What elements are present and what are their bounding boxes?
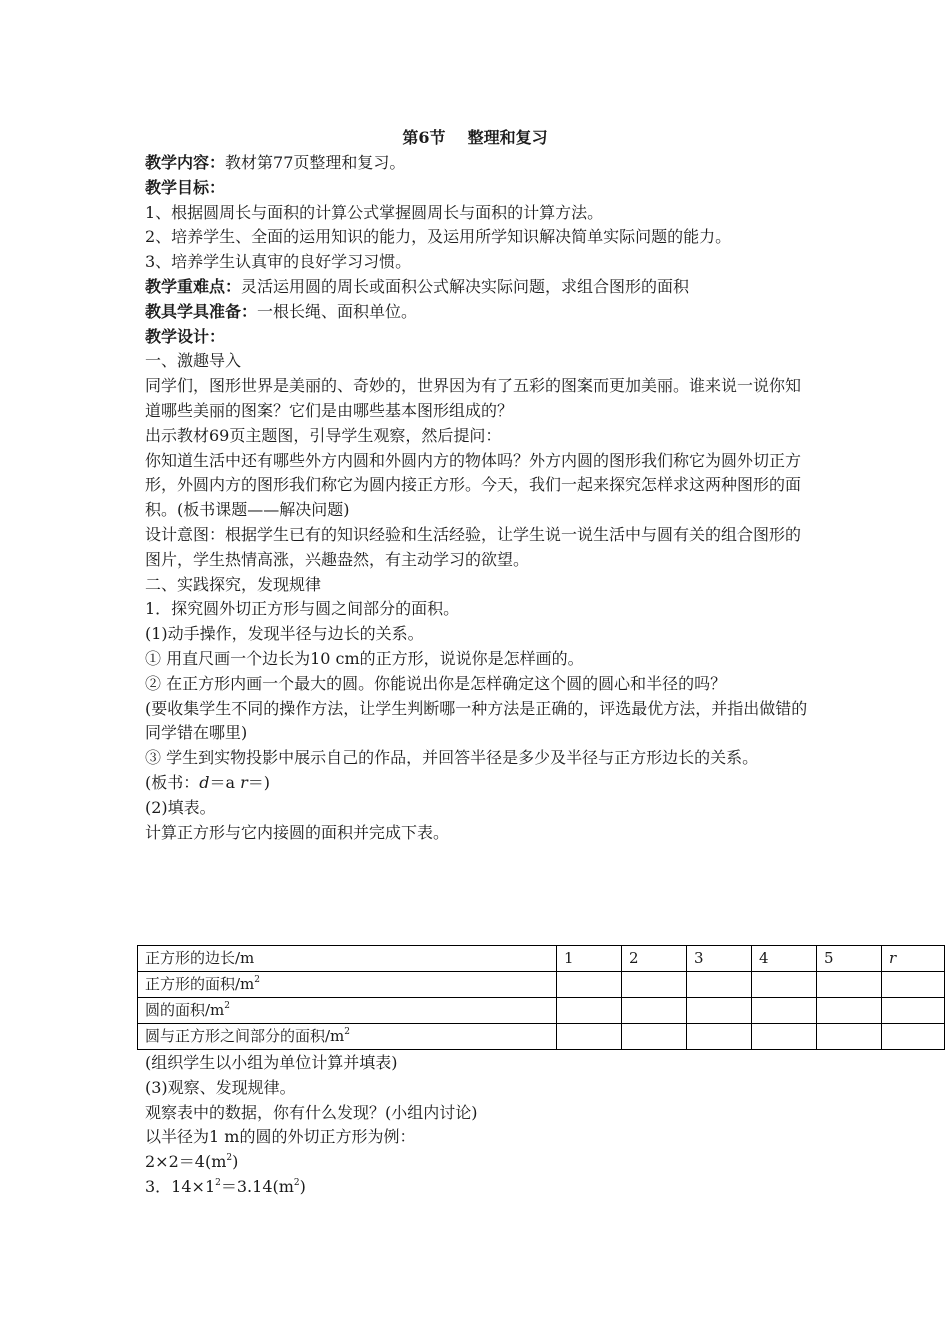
table-cell (687, 1024, 752, 1050)
board-prefix: (板书： (145, 772, 200, 792)
table-row (138, 1024, 945, 1050)
goal-item: 1、根据圆周长与面积的计算公式掌握圆周长与面积的计算方法。 (145, 202, 604, 222)
teaching-content (145, 151, 810, 176)
table-cell: 5 (817, 946, 882, 972)
row-label-cell (138, 1024, 557, 1050)
row-label: 圆与正方形之间部分的面积/m (145, 1027, 345, 1045)
table-cell (622, 1024, 687, 1050)
formula (145, 1175, 810, 1200)
teaching-content-text: 教材第77页整理和复习。 (225, 153, 406, 172)
formula-text: 2×2＝4(m (145, 1152, 227, 1172)
table-cell (622, 998, 687, 1024)
paragraph: 你知道生活中还有哪些外方内圆和外圆内方的物体吗？外方内圆的图形我们称它为圆外切正方形，外圆内方的图形我们称它为圆内接正方形。今天，我们一起来探究怎样求这两种图形的面积。(板书课题——解决问题) (145, 450, 802, 520)
paragraph: (1)动手操作，发现半径与边长的关系。 (145, 624, 424, 644)
table-cell (752, 972, 817, 998)
key-points (145, 275, 810, 300)
paragraph: ③ 学生到实物投影中展示自己的作品，并回答半径是多少及半径与正方形边长的关系。 (145, 748, 759, 768)
paragraph: ① 用直尺画一个边长为10 cm的正方形，说说你是怎样画的。 (145, 648, 584, 668)
unit-superscript: 2 (254, 975, 261, 985)
paragraph: (3)观察、发现规律。 (145, 1077, 296, 1097)
teaching-goals-label: 教学目标： (145, 177, 226, 197)
formula-superscript: 2 (215, 1177, 221, 1188)
formula-text: ) (232, 1152, 239, 1172)
table-cell (557, 998, 622, 1024)
key-points-label: 教学重难点： (145, 276, 242, 296)
table-cell (557, 1024, 622, 1050)
board-equation: ＝) (247, 772, 271, 792)
title-section-number: 第6节 (402, 128, 446, 147)
paragraph: (组织学生以小组为单位计算并填表) (145, 1053, 398, 1072)
paragraph: 观察表中的数据，你有什么发现？(小组内讨论) (145, 1102, 478, 1122)
paragraph: (要收集学生不同的操作方法，让学生判断哪一种方法是正确的，评选最优方法，并指出做错的同学错在哪里) (145, 698, 808, 743)
page-title (0, 126, 950, 150)
formula-superscript: 2 (226, 1152, 233, 1163)
board-variable-d: d (199, 772, 210, 792)
paragraph: 1．探究圆外切正方形与圆之间部分的面积。 (145, 599, 460, 619)
table-row (138, 998, 945, 1024)
table-cell (817, 1024, 882, 1050)
teaching-content-label: 教学内容： (145, 153, 226, 172)
goal-item: 2、培养学生、全面的运用知识的能力，及运用所学知识解决简单实际问题的能力。 (145, 227, 732, 247)
unit-superscript: 2 (344, 1027, 351, 1037)
paragraph: 同学们，图形世界是美丽的、奇妙的，世界因为有了五彩的图案而更加美丽。谁来说一说你知道哪些美丽的图案？它们是由哪些基本图形组成的？ (145, 376, 802, 420)
row-label: 圆的面积/m (145, 1001, 225, 1019)
table-row (138, 946, 945, 972)
teaching-design-label: 教学设计： (145, 326, 226, 346)
section1-heading: 一、激趣导入 (145, 351, 242, 371)
table-cell (882, 1024, 945, 1050)
table-row (138, 972, 945, 998)
table-cell (752, 998, 817, 1024)
table-cell (752, 1024, 817, 1050)
row-label-cell (138, 946, 557, 972)
tools-text: 一根长绳、面积单位。 (257, 301, 418, 321)
paragraph: 以半径为1 m的圆的外切正方形为例： (145, 1127, 416, 1147)
row-label: 正方形的边长/m (145, 949, 255, 967)
table-cell: 2 (622, 946, 687, 972)
table-cell (622, 972, 687, 998)
unit-superscript: 2 (224, 1001, 231, 1011)
paragraph: (2)填表。 (145, 797, 216, 817)
table-cell (557, 972, 622, 998)
title-text: 整理和复习 (467, 128, 548, 147)
table-cell (687, 998, 752, 1024)
table-cell (882, 972, 945, 998)
table-cell (687, 972, 752, 998)
table-cell: 4 (752, 946, 817, 972)
row-label: 正方形的面积/m (145, 975, 255, 993)
paragraph: 计算正方形与它内接圆的面积并完成下表。 (145, 822, 450, 842)
table-cell: r (882, 946, 945, 972)
row-label-cell (138, 972, 557, 998)
tools (145, 300, 810, 325)
area-table (137, 945, 945, 1050)
formula-text: ) (299, 1176, 306, 1196)
formula-text: 3．14×1 (145, 1176, 216, 1196)
table-cell (817, 998, 882, 1024)
paragraph: ② 在正方形内画一个最大的圆。你能说出你是怎样确定这个圆的圆心和半径的吗？ (145, 673, 727, 693)
table-cell: 3 (687, 946, 752, 972)
tools-label: 教具学具准备： (145, 301, 258, 321)
after-table-text (145, 1051, 810, 1200)
board-note (145, 771, 810, 796)
table-cell (882, 998, 945, 1024)
board-equation: ＝a (209, 772, 241, 792)
formula-text: ＝3.14(m (220, 1176, 294, 1196)
section2-heading: 二、实践探究，发现规律 (145, 574, 322, 594)
table-cell (817, 972, 882, 998)
key-points-text: 灵活运用圆的周长或面积公式解决实际问题，求组合图形的面积 (241, 276, 690, 296)
row-label-cell (138, 998, 557, 1024)
lesson-body (145, 151, 810, 845)
table-cell: 1 (557, 946, 622, 972)
formula (145, 1150, 810, 1175)
paragraph: 出示教材69页主题图，引导学生观察，然后提问： (145, 425, 502, 445)
goal-item: 3、培养学生认真审的良好学习习惯。 (145, 252, 412, 272)
formula-superscript: 2 (293, 1177, 300, 1188)
board-variable-r: r (240, 772, 248, 792)
paragraph: 设计意图：根据学生已有的知识经验和生活经验，让学生说一说生活中与圆有关的组合图形的图片，学生热情高涨，兴趣盎然，有主动学习的欲望。 (145, 524, 802, 569)
